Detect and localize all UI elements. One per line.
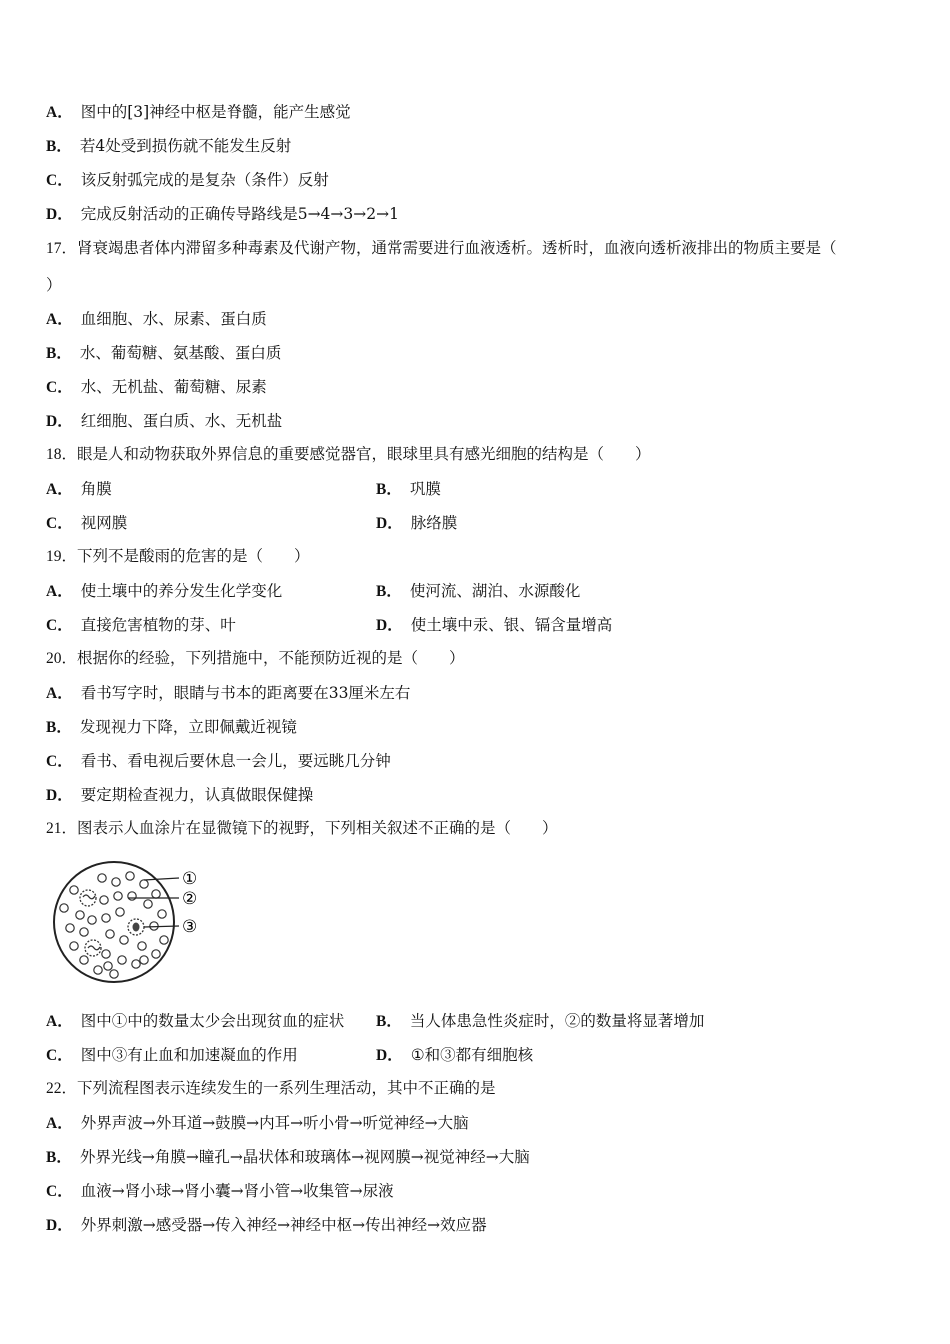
q17-option-a: A． 血细胞、水、尿素、蛋白质 xyxy=(46,310,267,328)
white-blood-cell xyxy=(128,919,144,935)
q20-option-a: A． 看书写字时，眼睛与书本的距离要在33厘米左右 xyxy=(46,684,411,702)
q20-option-c: C． 看书、看电视后要休息一会儿，要远眺几分钟 xyxy=(46,752,391,770)
q21-option-c: C． 图中③有止血和加速凝血的作用 xyxy=(46,1046,298,1064)
figure-label-2: ② xyxy=(182,889,198,909)
q18-stem: 18．眼是人和动物获取外界信息的重要感觉器官，眼球里具有感光细胞的结构是（ ） xyxy=(46,446,651,463)
q22-option-c: C． 血液→肾小球→肾小囊→肾小管→收集管→尿液 xyxy=(46,1182,394,1200)
q17-stem-line2: ） xyxy=(46,276,62,294)
q20-option-d: D． 要定期检查视力，认真做眼保健操 xyxy=(46,786,314,804)
q22-option-a: A． 外界声波→外耳道→鼓膜→内耳→听小骨→听觉神经→大脑 xyxy=(46,1114,469,1132)
q22-stem: 22．下列流程图表示连续发生的一系列生理活动，其中不正确的是 xyxy=(46,1080,496,1097)
q18-option-d: D． 脉络膜 xyxy=(376,514,458,532)
q19-stem: 19．下列不是酸雨的危害的是（ ） xyxy=(46,548,310,565)
q17-option-b: B． 水、葡萄糖、氨基酸、蛋白质 xyxy=(46,344,282,362)
q17-stem-line1: 17．肾衰竭患者体内滞留多种毒素及代谢产物，通常需要进行血液透析。透析时，血液向透析液排出的物质主要是（ xyxy=(46,240,837,257)
q18-option-b: B． 巩膜 xyxy=(376,480,441,498)
figure-label-3: ③ xyxy=(182,917,198,937)
q17-option-c: C． 水、无机盐、葡萄糖、尿素 xyxy=(46,378,267,396)
q16-option-a: A． 图中的[3]神经中枢是脊髓，能产生感觉 xyxy=(46,103,351,121)
white-blood-cell xyxy=(80,890,96,906)
q19-option-c: C． 直接危害植物的芽、叶 xyxy=(46,616,236,634)
q20-option-b: B． 发现视力下降，立即佩戴近视镜 xyxy=(46,718,297,736)
q16-option-d: D． 完成反射活动的正确传导路线是5→4→3→2→1 xyxy=(46,205,399,223)
q16-option-c: C． 该反射弧完成的是复杂（条件）反射 xyxy=(46,171,329,189)
q17-option-d: D． 红细胞、蛋白质、水、无机盐 xyxy=(46,412,283,430)
q18-option-a: A． 角膜 xyxy=(46,480,112,498)
q21-stem: 21．图表示人血涂片在显微镜下的视野，下列相关叙述不正确的是（ ） xyxy=(46,820,558,837)
q21-option-d: D． ①和③都有细胞核 xyxy=(376,1046,534,1064)
q16-option-b: B． 若4处受到损伤就不能发生反射 xyxy=(46,137,292,155)
q22-option-d: D． 外界刺激→感受器→传入神经→神经中枢→传出神经→效应器 xyxy=(46,1216,487,1234)
q22-option-b: B． 外界光线→角膜→瞳孔→晶状体和玻璃体→视网膜→视觉神经→大脑 xyxy=(46,1148,530,1166)
q18-option-c: C． 视网膜 xyxy=(46,514,128,532)
q21-option-a: A． 图中①中的数量太少会出现贫血的症状 xyxy=(46,1012,345,1030)
q21-option-b: B． 当人体患急性炎症时，②的数量将显著增加 xyxy=(376,1012,705,1030)
q19-option-d: D． 使土壤中汞、银、镉含量增高 xyxy=(376,616,613,634)
blood-smear-figure xyxy=(44,860,214,990)
q20-stem: 20．根据你的经验，下列措施中，不能预防近视的是（ ） xyxy=(46,650,465,667)
q19-option-a: A． 使土壤中的养分发生化学变化 xyxy=(46,582,283,600)
white-blood-cell xyxy=(85,940,101,956)
figure-label-1: ① xyxy=(182,869,198,889)
q19-option-b: B． 使河流、湖泊、水源酸化 xyxy=(376,582,581,600)
